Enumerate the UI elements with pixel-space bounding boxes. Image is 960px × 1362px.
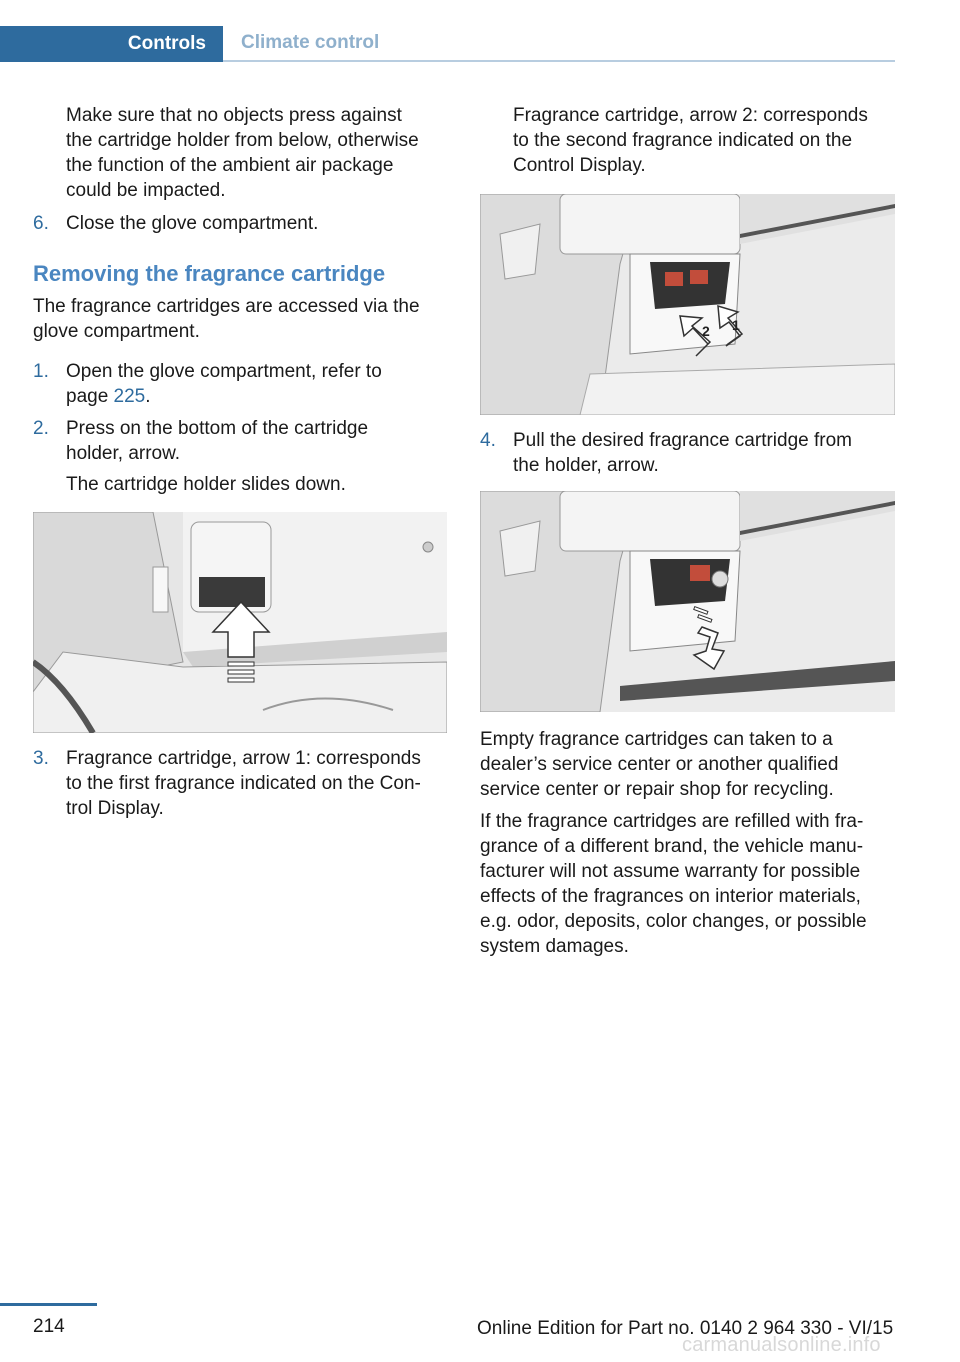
page-link[interactable]: 225 [113,386,146,407]
section-tab[interactable]: Controls [0,26,223,62]
footer-accent-line [0,1303,97,1306]
step-1-text: Open the glove compartment, refer to [66,361,382,382]
step-1-number: 1. [33,361,49,382]
step-2-number: 2. [33,418,49,439]
right-top-line-2: to the second fragrance indicated on the [513,130,853,151]
step-3-number: 3. [33,748,49,769]
arrow-label-2: 2 [702,323,710,339]
subsection-title: Climate control [223,26,895,62]
right-top-line-3: Control Display. [513,155,646,176]
step-4-line-1: Pull the desired fragrance cartridge from [513,430,852,451]
step-4-line-2: the holder, arrow. [513,455,659,476]
warranty-para-line-5: e.g. odor, deposits, color changes, or possible [480,911,867,932]
recycle-para-line-2: dealer’s service center or another qualified [480,754,839,775]
watermark: carmanualsonline.info [682,1334,881,1356]
intro-line-1: Make sure that no objects press against [66,105,402,126]
step-2-note: The cartridge holder slides down. [66,474,346,495]
intro-para-line-1: The fragrance cartridges are accessed via the [33,296,420,317]
warranty-para-line-4: effects of the fragrances on interior materials, [480,886,861,907]
step-3-line-3: trol Display. [66,798,164,819]
page-number: 214 [33,1316,65,1337]
section-heading: Removing the fragrance cartridge [33,261,386,286]
footer-edition: Online Edition for Part no. 0140 2 964 330 - VI/15 [477,1318,894,1339]
figure-cartridge-arrows [480,194,895,415]
warranty-para-line-3: facturer will not assume warranty for possible [480,861,861,882]
warranty-para-line-1: If the fragrance cartridges are refilled with fra- [480,811,864,832]
step-4-number: 4. [480,430,496,451]
intro-line-2: the cartridge holder from below, otherwise [66,130,419,151]
step-6-number: 6. [33,213,49,234]
arrow-label-1: 1 [732,317,740,333]
step-3-line-2: to the first fragrance indicated on the Con- [66,773,421,794]
recycle-para-line-3: service center or repair shop for recycling. [480,779,834,800]
step-2-line-1: Press on the bottom of the cartridge [66,418,369,439]
figure-cartridge-holder [33,512,447,733]
page-suffix: . [145,386,151,407]
step-1-page-ref [66,384,151,409]
step-6-text: Close the glove compartment. [66,213,319,234]
figure-pull-cartridge [480,491,895,712]
warranty-para-line-6: system damages. [480,936,629,957]
page-prefix: page [66,386,114,407]
step-2-line-2: holder, arrow. [66,443,181,464]
step-3-line-1: Fragrance cartridge, arrow 1: corresponds [66,748,421,769]
intro-line-3: the function of the ambient air package [66,155,394,176]
warranty-para-line-2: grance of a different brand, the vehicle manu- [480,836,864,857]
intro-para-line-2: glove compartment. [33,321,200,342]
recycle-para-line-1: Empty fragrance cartridges can taken to a [480,729,833,750]
right-top-line-1: Fragrance cartridge, arrow 2: corresponds [513,105,868,126]
intro-line-4: could be impacted. [66,180,226,201]
